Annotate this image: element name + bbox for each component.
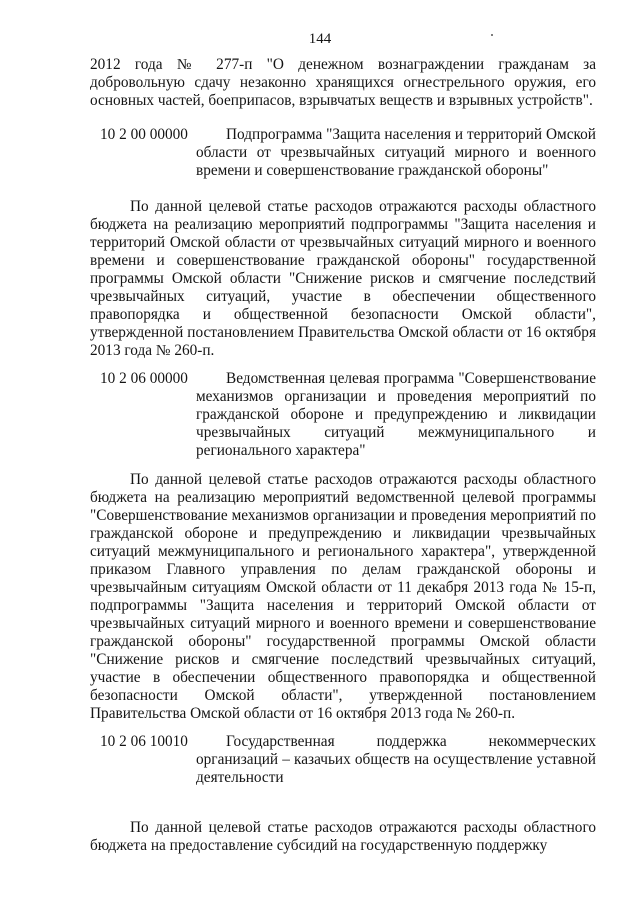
section-code-1: 10 2 00 00000 (100, 126, 188, 143)
section-body-1: По данной целевой статье расходов отражаются расходы областного бюджета на реализацию мероприятий подпрограммы "Защита населения и территорий Омской области от чрезвычайных ситуаций мирного и военного времени и совершенствование гражданской обороны" государственной программы Омской области "Снижение рисков и смягчение последствий чрезвычайных ситуаций, участие в обеспечении общественного правопорядка и общественной безопасности Омской области", утвержденной постановлением Правительства Омской области от 16 октября 2013 года № 260-п. (90, 198, 596, 359)
scan-speck (491, 34, 493, 36)
section-body-2: По данной целевой статье расходов отражаются расходы областного бюджета на реализацию мероприятий ведомственной целевой программы "Совершенствование механизмов организации и проведения мероприятий по гражданской обороне и предупреждению и ликвидации чрезвычайных ситуаций межмуниципального и регионального характера", утвержденной приказом Главного управления по делам гражданской обороны и чрезвычайным ситуациям Омской области от 11 декабря 2013 года № 15-п, подпрограммы "Защита населения и территорий Омской области от чрезвычайных ситуаций мирного и военного времени и совершенствование гражданской обороны" государственной программы Омской области "Снижение рисков и смягчение последствий чрезвычайных ситуаций, участие в обеспечении общественного правопорядка и общественной безопасности Омской области", утвержденной постановлением Правительства Омской области от 16 октября 2013 года № 260-п. (90, 471, 596, 722)
section-title-1: Подпрограмма "Защита населения и территорий Омской области от чрезвычайных ситуаций мирного и военного времени и совершенствование гражданской обороны" (196, 126, 596, 179)
section-body-3: По данной целевой статье расходов отражаются расходы областного бюджета на предоставление субсидий на государственную поддержку (90, 819, 596, 854)
section-code-3: 10 2 06 10010 (100, 733, 188, 750)
section-title-2: Ведомственная целевая программа "Совершенствование механизмов организации и проведения мероприятий по гражданской обороне и предупреждению и ликвидации чрезвычайных ситуаций межмуниципального и регионального характера" (196, 370, 596, 459)
page-number: 144 (308, 31, 332, 47)
section-code-2: 10 2 06 00000 (100, 370, 188, 387)
intro-paragraph: 2012 года № 277-п "О денежном вознаграждении гражданам за добровольную сдачу незаконно хранящихся огнестрельного оружия, его основных частей, боеприпасов, взрывчатых веществ и взрывных устройств". (90, 56, 596, 109)
section-title-3: Государственная поддержка некоммерческих организаций – казачьих обществ на осуществление уставной деятельности (196, 733, 596, 786)
